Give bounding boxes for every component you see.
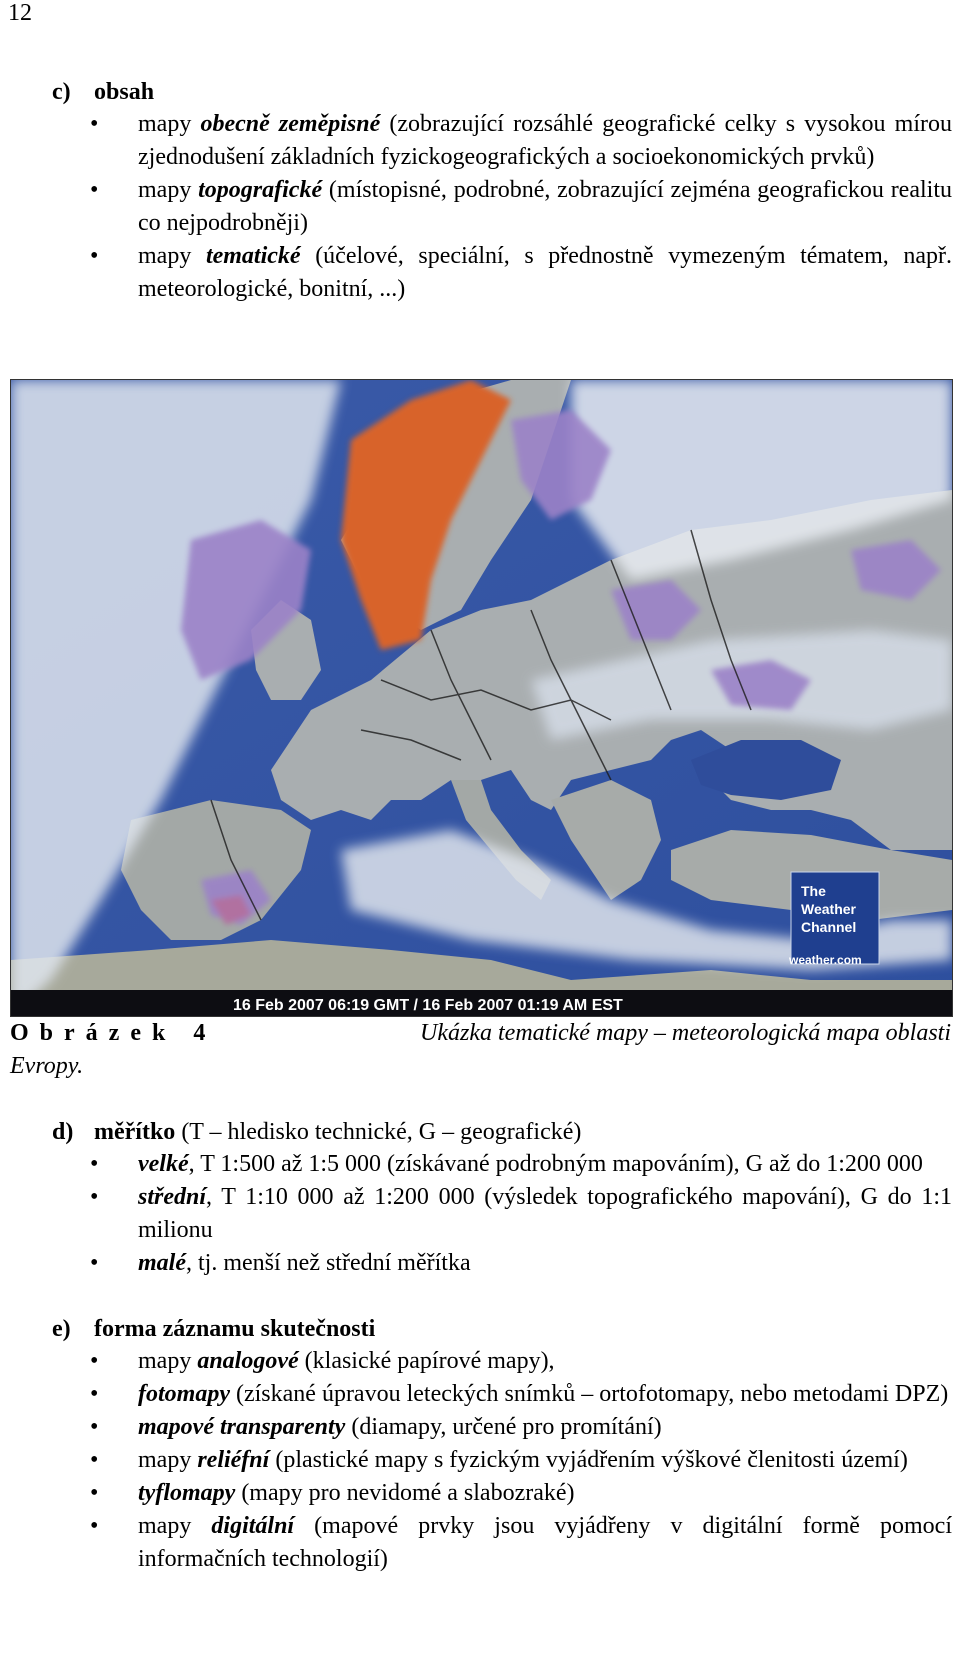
list-item xyxy=(52,1477,952,1510)
list-item xyxy=(52,240,952,306)
section-c-letter: c) xyxy=(52,79,71,105)
section-e-heading xyxy=(52,1313,952,1345)
item-text: (účelové, speciální, s přednostně vymezeným tématem, např. meteorologické, bonitní, ...) xyxy=(138,243,952,302)
caption-text-2: Evropy. xyxy=(10,1053,84,1079)
item-prefix: mapy xyxy=(138,177,199,203)
section-c-list xyxy=(52,108,952,306)
item-text: (diamapy, určené pro promítání) xyxy=(345,1414,662,1440)
section-d xyxy=(52,1116,952,1280)
item-text: , T 1:10 000 až 1:200 000 (výsledek topografického mapování), G do 1:1 milionu xyxy=(138,1184,952,1243)
brand-line-3: Channel xyxy=(801,919,857,935)
caption-text: Ukázka tematické mapy – meteorologická mapa oblasti xyxy=(420,1020,951,1046)
section-e xyxy=(52,1313,952,1576)
list-item xyxy=(52,1181,952,1247)
list-item xyxy=(52,108,952,174)
item-text: (zobrazující rozsáhlé geografické celky s vysokou mírou zjednodušení základních fyzickogeografických a socioekonomických prvků) xyxy=(138,111,953,170)
section-c-title: obsah xyxy=(94,79,155,105)
item-prefix: mapy xyxy=(138,111,201,137)
weather-map-image xyxy=(11,380,952,1016)
map-timestamp: 16 Feb 2007 06:19 GMT / 16 Feb 2007 01:19 AM EST xyxy=(233,997,623,1014)
item-term: reliéfní xyxy=(197,1447,270,1473)
item-term: tyflomapy xyxy=(138,1480,236,1506)
item-term: mapové transparenty xyxy=(138,1414,346,1440)
item-text: (mapové prvky jsou vyjádřeny v digitální formě pomocí informačních technologií) xyxy=(138,1513,952,1572)
item-text: (získané úpravou leteckých snímků – ortofotomapy, nebo metodami DPZ) xyxy=(229,1381,949,1407)
item-term: střední xyxy=(138,1184,207,1210)
section-e-list xyxy=(52,1345,952,1576)
list-item xyxy=(52,174,952,240)
item-term: fotomapy xyxy=(138,1381,230,1407)
list-item xyxy=(52,1411,952,1444)
section-e-title: forma záznamu skutečnosti xyxy=(94,1316,376,1342)
list-item xyxy=(52,1345,952,1378)
item-prefix: mapy xyxy=(138,1513,212,1539)
item-term: tematické xyxy=(205,243,301,269)
section-d-note: (T – hledisko technické, G – geografické) xyxy=(175,1119,582,1145)
section-d-title: měřítko xyxy=(94,1119,176,1145)
section-c-heading xyxy=(52,76,952,108)
section-d-list xyxy=(52,1148,952,1280)
item-text: , tj. menší než střední měřítka xyxy=(186,1250,471,1276)
list-item xyxy=(52,1444,952,1477)
page-number: 12 xyxy=(8,0,32,26)
list-item xyxy=(52,1378,952,1411)
figure-caption xyxy=(10,1017,951,1083)
item-text: (plastické mapy s fyzickým vyjádřením výškové členitosti území) xyxy=(269,1447,908,1473)
item-text: (mapy pro nevidomé a slabozraké) xyxy=(235,1480,575,1506)
section-d-heading xyxy=(52,1116,952,1148)
brand-line-1: The xyxy=(801,883,826,899)
brand-site: weather.com xyxy=(789,953,862,967)
item-text: (klasické papírové mapy), xyxy=(298,1348,555,1374)
weather-map-figure xyxy=(10,379,953,1017)
brand-line-2: Weather xyxy=(801,901,856,917)
caption-row xyxy=(10,1017,951,1050)
section-c xyxy=(52,76,952,306)
item-term: digitální xyxy=(211,1513,295,1539)
item-term: velké xyxy=(138,1151,189,1177)
list-item xyxy=(52,1148,952,1181)
section-d-letter: d) xyxy=(52,1119,74,1145)
item-text: , T 1:500 až 1:5 000 (získávané podrobným mapováním), G až do 1:200 000 xyxy=(188,1151,923,1177)
item-term: analogové xyxy=(197,1348,299,1374)
caption-label: Obrázek 4 xyxy=(10,1020,217,1046)
item-term: obecně zeměpisné xyxy=(200,111,381,137)
item-prefix: mapy xyxy=(138,1348,198,1374)
item-prefix: mapy xyxy=(138,243,206,269)
list-item xyxy=(52,1510,952,1576)
section-e-letter: e) xyxy=(52,1316,71,1342)
item-term: topografické xyxy=(198,177,323,203)
item-term: malé xyxy=(138,1250,186,1276)
item-text: (místopisné, podrobné, zobrazující zejména geografickou realitu co nejpodrobněji) xyxy=(138,177,952,236)
list-item xyxy=(52,1247,952,1280)
item-prefix: mapy xyxy=(138,1447,198,1473)
